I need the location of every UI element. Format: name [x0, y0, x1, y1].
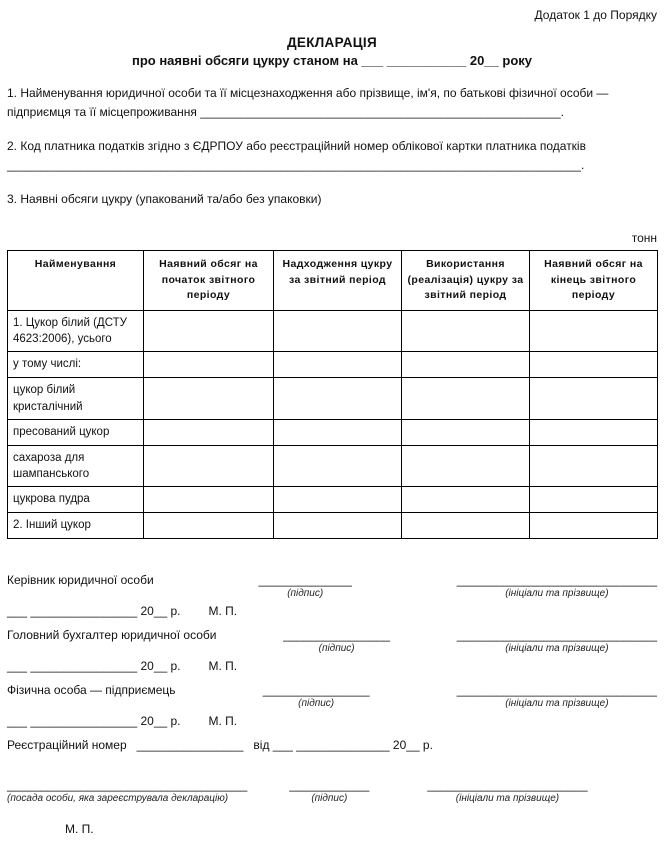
signature-caption: (підпис)	[298, 697, 335, 709]
row-name: у тому числі:	[8, 352, 144, 378]
units-label: тонн	[631, 230, 657, 245]
paragraph-sugar-volumes: 3. Наявні обсяги цукру (упакований та/або без упаковки)	[7, 192, 322, 207]
value-cell	[144, 512, 274, 538]
value-cell	[144, 419, 274, 445]
fullname-caption: (ініціали та прізвище)	[505, 587, 609, 599]
fullname-blank: ______________________________	[456, 572, 657, 587]
registrar-fullname-caption: (ініціали та прізвище)	[455, 792, 560, 804]
signature-caption: (підпис)	[318, 642, 355, 654]
value-cell	[402, 311, 530, 352]
value-cell	[274, 419, 402, 445]
table-row	[8, 512, 658, 538]
row-name: цукрова пудра	[8, 486, 144, 512]
signatures-section	[7, 573, 657, 836]
value-cell	[402, 378, 530, 419]
header-closing-volume: Наявний обсяг на кінець звітного періоду	[530, 250, 658, 310]
table-row	[8, 445, 658, 486]
signature-block-individual-entrepreneur	[7, 683, 657, 728]
fullname-caption: (ініціали та прізвище)	[505, 697, 609, 709]
date-blank: ___ ________________ 20__ р.	[7, 713, 181, 728]
row-name: 2. Інший цукор	[8, 512, 144, 538]
signature-blank: ______________	[258, 572, 352, 587]
doc-title: ДЕКЛАРАЦІЯ	[287, 35, 377, 50]
signature-block-director	[7, 573, 657, 618]
sugar-volumes-table	[7, 250, 658, 539]
value-cell	[530, 486, 658, 512]
header-name: Найменування	[8, 250, 144, 310]
registrar-signature-caption: (підпис)	[311, 792, 348, 804]
registration-date: від ___ ______________ 20__ р.	[253, 737, 433, 752]
row-name: цукор білий кристалічний	[8, 378, 144, 419]
registrar-position-blank: ____________________________________	[7, 777, 248, 792]
signatory-label: Фізична особа — підприємець	[7, 682, 176, 697]
table-row	[8, 486, 658, 512]
fullname-blank: ______________________________	[456, 627, 657, 642]
value-cell	[530, 419, 658, 445]
value-cell	[530, 445, 658, 486]
registration-label: Реєстраційний номер	[7, 737, 127, 752]
paragraph-tax-code: 2. Код платника податків згідно з ЄДРПОУ або реєстраційний номер облікової картки платника податків ______________________________________________________________________________________.	[7, 139, 586, 172]
registrar-signature-blank: ____________	[289, 777, 370, 792]
header-opening-volume: Наявний обсяг на початок звітного періоду	[144, 250, 274, 310]
value-cell	[144, 445, 274, 486]
value-cell	[274, 378, 402, 419]
mp-label: М. П.	[208, 603, 238, 618]
value-cell	[144, 378, 274, 419]
row-name: сахароза для шампанського	[8, 445, 144, 486]
value-cell	[274, 352, 402, 378]
signature-block-chief-accountant	[7, 628, 657, 673]
header-usage: Використання (реалізація) цукру за звітний період	[402, 250, 530, 310]
date-blank: ___ ________________ 20__ р.	[7, 603, 181, 618]
row-name: пресований цукор	[8, 419, 144, 445]
mp-label: М. П.	[208, 713, 238, 728]
fullname-blank: ______________________________	[456, 682, 657, 697]
registrar-position-caption: (посада особи, яка зареєструвала декларацію)	[7, 792, 229, 804]
final-mp-label: М. П.	[65, 821, 94, 836]
signatory-label: Головний бухгалтер юридичної особи	[7, 627, 217, 642]
value-cell	[530, 311, 658, 352]
table-row	[8, 352, 658, 378]
signature-blank: ________________	[262, 682, 370, 697]
value-cell	[402, 352, 530, 378]
value-cell	[274, 486, 402, 512]
registration-number-blank: ________________	[136, 737, 244, 752]
paragraph-entity-name: 1. Найменування юридичної особи та її місцезнаходження або прізвище, ім'я, по батькові фізичної особи — підприємця та її місцепроживання ______________________________________________________.	[7, 86, 609, 119]
value-cell	[530, 352, 658, 378]
mp-label: М. П.	[208, 658, 238, 673]
value-cell	[274, 512, 402, 538]
doc-subtitle: про наявні обсяги цукру станом на ___ ___________ 20__ року	[131, 53, 533, 68]
registration-number-line	[7, 738, 657, 752]
table-row	[8, 311, 658, 352]
row-name: 1. Цукор білий (ДСТУ 4623:2006), усього	[8, 311, 144, 352]
table-row	[8, 378, 658, 419]
value-cell	[402, 445, 530, 486]
signatory-label: Керівник юридичної особи	[7, 572, 154, 587]
fullname-caption: (ініціали та прізвище)	[505, 642, 609, 654]
annex-note: Додаток 1 до Порядку	[534, 8, 657, 22]
value-cell	[274, 445, 402, 486]
value-cell	[144, 311, 274, 352]
value-cell	[274, 311, 402, 352]
header-incoming: Надходження цукру за звітний період	[274, 250, 402, 310]
signature-caption: (підпис)	[287, 587, 324, 599]
value-cell	[144, 352, 274, 378]
value-cell	[402, 419, 530, 445]
signature-blank: ________________	[283, 627, 391, 642]
value-cell	[402, 512, 530, 538]
registrar-fullname-blank: ________________________	[427, 777, 588, 792]
table-row	[8, 419, 658, 445]
value-cell	[530, 378, 658, 419]
registrar-signature-row	[7, 778, 657, 804]
date-blank: ___ ________________ 20__ р.	[7, 658, 181, 673]
table-header-row	[8, 250, 658, 310]
value-cell	[402, 486, 530, 512]
value-cell	[530, 512, 658, 538]
value-cell	[144, 486, 274, 512]
